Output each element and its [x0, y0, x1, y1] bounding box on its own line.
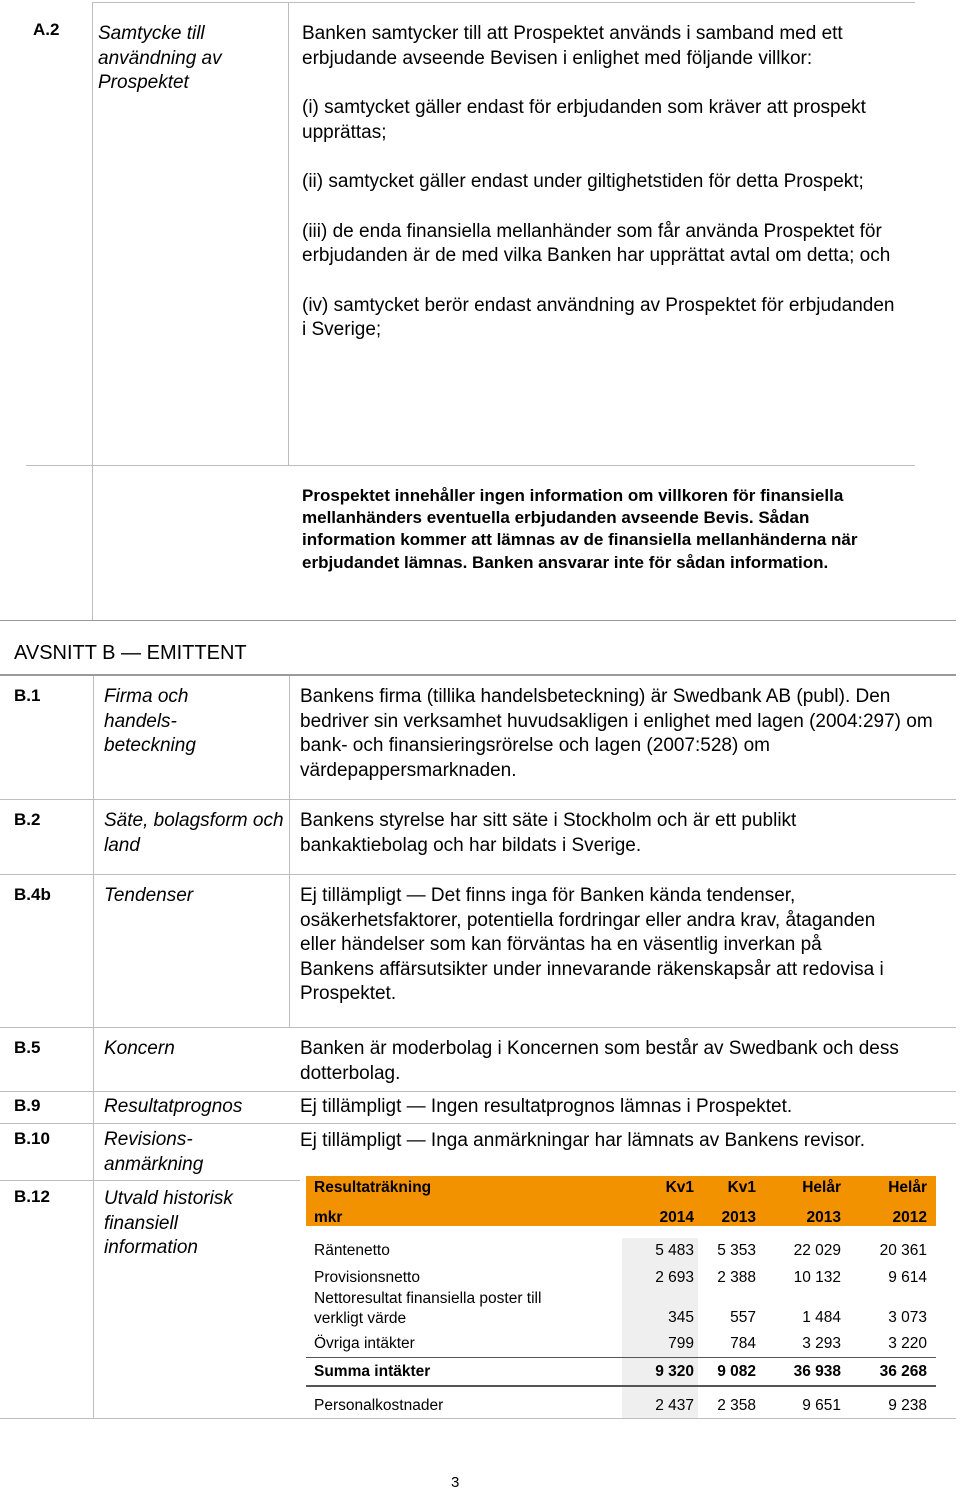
row-value-col4: 9 614	[888, 1269, 927, 1286]
b12-title: Utvald historisk finansiell information	[104, 1188, 233, 1258]
a2-intro: Banken samtycker till att Prospektet används i samband med ett erbjudande avseende Bevisen i enlighet med följande villkor:	[302, 23, 843, 69]
row-value-col1: 5 483	[655, 1242, 694, 1259]
table-header	[306, 1176, 936, 1226]
a2-term-i: (i) samtycket gäller endast för erbjudanden som kräver att prospekt upprättas;	[302, 97, 866, 143]
row-divider-b2	[0, 874, 956, 875]
b10-title: Revisions-anmärkning	[104, 1129, 204, 1175]
a2-title: Samtycke till användning av Prospektet	[98, 23, 222, 93]
section-b-bottom-border	[0, 1418, 956, 1419]
b5-id: B.5	[14, 1038, 41, 1057]
header-col1-year: 2014	[659, 1209, 694, 1226]
b5-text: Banken är moderbolag i Koncernen som består av Swedbank och dess dotterbolag.	[300, 1038, 899, 1084]
row-value-col2: 5 353	[717, 1242, 756, 1259]
a2-id: A.2	[33, 20, 60, 39]
header-col3-period: Helår	[802, 1179, 841, 1196]
header-label-2: mkr	[314, 1209, 343, 1226]
row-value-col3: 36 938	[793, 1363, 841, 1380]
row-value-col1: 9 320	[655, 1363, 694, 1380]
row-label: Provisionsnetto	[314, 1269, 420, 1286]
b2-title: Säte, bolagsform och land	[104, 810, 284, 856]
b12-id: B.12	[14, 1187, 50, 1206]
row-value-col1: 345	[668, 1309, 694, 1326]
header-label-1: Resultaträkning	[314, 1179, 432, 1196]
row-divider-b1	[0, 799, 956, 800]
col1-shading	[622, 1238, 698, 1418]
b9-title: Resultatprognos	[104, 1096, 243, 1117]
row-label: Summa intäkter	[314, 1363, 431, 1380]
b1-id: B.1	[14, 686, 41, 705]
row-value-col4: 9 238	[888, 1397, 927, 1414]
row-label: Övriga intäkter	[314, 1335, 415, 1352]
row-value-col1: 2 693	[655, 1269, 694, 1286]
row-label: Räntenetto	[314, 1242, 390, 1259]
row-divider-b5	[0, 1091, 956, 1092]
a2-term-ii: (ii) samtycket gäller endast under giltighetstiden för detta Prospekt;	[302, 171, 864, 192]
section-a-bottom-border	[0, 620, 956, 621]
row-value-col4: 3 073	[888, 1309, 927, 1326]
b9-text: Ej tillämpligt — Ingen resultatprognos lämnas i Prospektet.	[300, 1096, 793, 1117]
row-value-col3: 3 293	[802, 1335, 841, 1352]
b4b-title: Tendenser	[104, 885, 194, 906]
a2-col-divider-1	[92, 2, 93, 620]
b-col-divider-2	[289, 676, 290, 1028]
a2-term-iii: (iii) de enda finansiella mellanhänder som får använda Prospektet för erbjudanden är de med vilka Banken har upprättat avtal om detta; och	[302, 220, 891, 266]
b9-id: B.9	[14, 1096, 41, 1115]
page-number: 3	[451, 1474, 460, 1491]
a2-note: Prospektet innehåller ingen information om villkoren för finansiella mellanhänders eventuella erbjudanden avseende Bevis. Sådan information kommer att lämnas av de finansiella mellanhänderna när erbjudandet lämnas. Banken ansvarar inte för sådan information.	[302, 486, 858, 572]
row-label: Personalkostnader	[314, 1397, 444, 1414]
header-col2-year: 2013	[721, 1209, 756, 1226]
row-value-col2: 557	[730, 1309, 756, 1326]
row-value-col4: 36 268	[879, 1363, 927, 1380]
a2-terms	[302, 22, 902, 368]
b4b-text: Ej tillämpligt — Det finns inga för Banken kända tendenser, osäkerhetsfaktorer, potentiella fordringar eller andra krav, åtaganden eller händelser som kan förväntas ha en väsentlig inverkan på Bankens affärsutsikter under innevarande räkenskapsår att redovisa i Prospektet.	[300, 885, 884, 1004]
row-value-col2: 9 082	[717, 1363, 756, 1380]
b4b-id: B.4b	[14, 885, 51, 904]
row-value-col1: 799	[668, 1335, 694, 1352]
header-col1-period: Kv1	[665, 1179, 694, 1196]
row-value-col4: 20 361	[879, 1242, 927, 1259]
row-value-col3: 10 132	[793, 1269, 841, 1286]
b-col-divider-1	[93, 676, 94, 1418]
a2-term-iv: (iv) samtycket berör endast användning av Prospektet för erbjudanden i Sverige;	[302, 294, 895, 340]
row-value-col3: 1 484	[802, 1309, 841, 1326]
row-value-col2: 2 388	[717, 1269, 756, 1286]
row-value-col3: 9 651	[802, 1397, 841, 1414]
b10-text: Ej tillämpligt — Inga anmärkningar har lämnats av Bankens revisor.	[300, 1130, 865, 1151]
a2-col-divider-2	[288, 2, 289, 465]
row-label: Nettoresultat finansiella poster till verkligt värde	[314, 1290, 542, 1327]
row-divider-b4b	[0, 1027, 956, 1028]
row-divider-b9	[0, 1123, 956, 1124]
section-b-heading: AVSNITT B — EMITTENT	[14, 642, 247, 664]
b2-text: Bankens styrelse har sitt säte i Stockholm och är ett publikt bankaktiebolag och har bildats i Sverige.	[300, 810, 797, 856]
row-value-col2: 784	[730, 1335, 756, 1352]
b10-id: B.10	[14, 1129, 50, 1148]
row-value-col4: 3 220	[888, 1335, 927, 1352]
b1-text: Bankens firma (tillika handelsbeteckning) är Swedbank AB (publ). Den bedriver sin verksamhet huvudsakligen i enlighet med lagen (2004:297) om bank- och finansieringsrörelse och lagen (2007:528) om värdepappersmarknaden.	[300, 686, 933, 781]
section-b-heading-border	[0, 674, 956, 676]
row-value-col1: 2 437	[655, 1397, 694, 1414]
row-value-col3: 22 029	[793, 1242, 841, 1259]
sum-bottom-line	[306, 1385, 936, 1387]
row-value-col2: 2 358	[717, 1397, 756, 1414]
header-col4-year: 2012	[892, 1209, 927, 1226]
a2-note-divider	[26, 465, 915, 466]
row-divider-b10	[0, 1180, 300, 1181]
b1-title: Firma och handels-beteckning	[104, 686, 196, 756]
sum-top-line	[306, 1357, 936, 1358]
b5-title: Koncern	[104, 1038, 175, 1059]
header-col4-period: Helår	[888, 1179, 927, 1196]
top-border	[92, 2, 915, 3]
b2-id: B.2	[14, 810, 41, 829]
header-col2-period: Kv1	[727, 1179, 756, 1196]
header-col3-year: 2013	[806, 1209, 841, 1226]
